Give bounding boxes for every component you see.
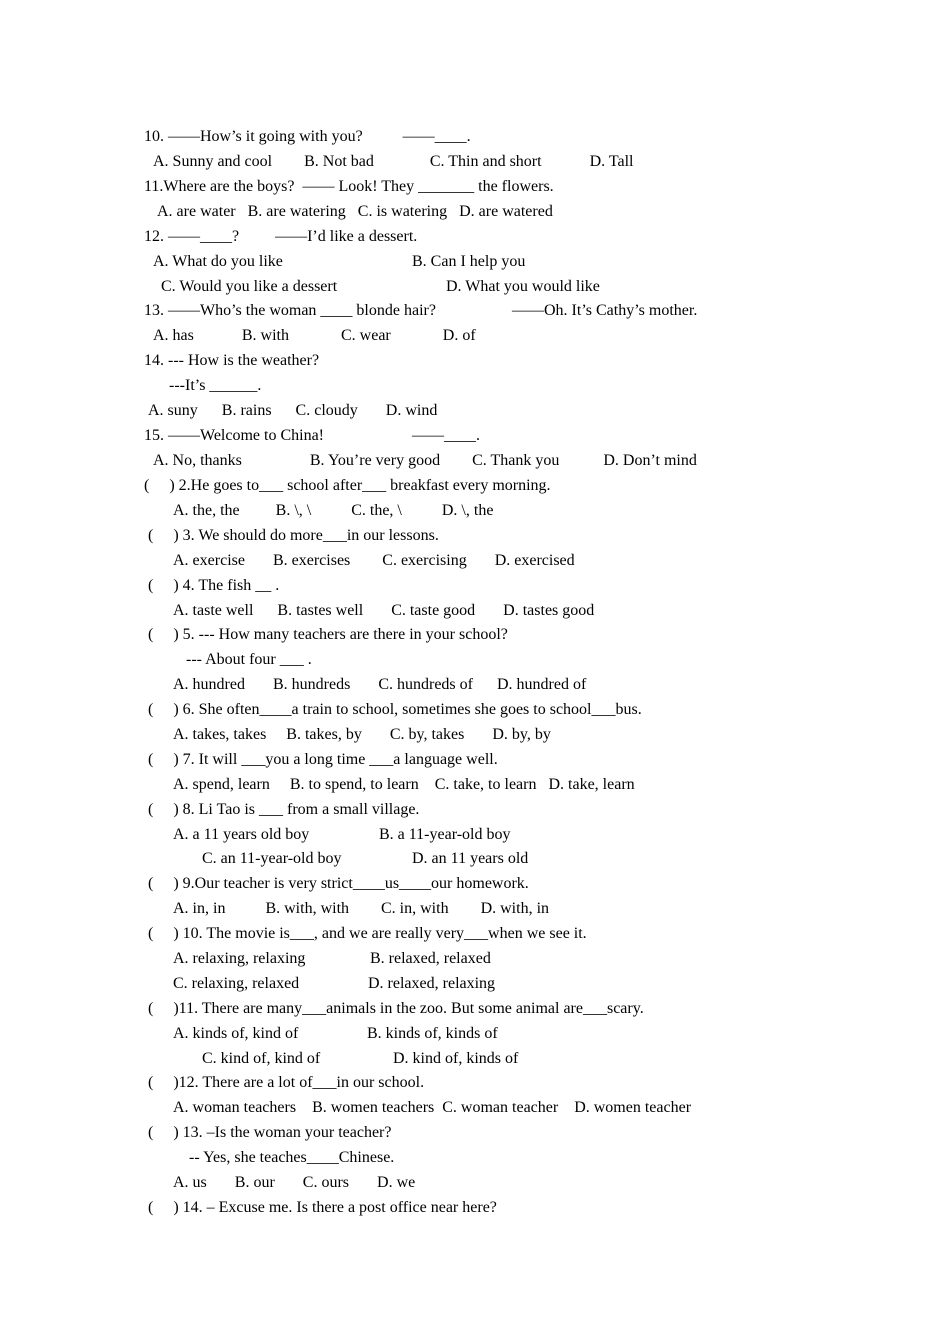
question-12: 12. ——____? ——I’d like a dessert. <box>144 228 418 245</box>
options-2: A. the, the B. \, \ C. the, \ D. \, the <box>173 502 494 519</box>
answer-5: --- About four ___ . <box>186 651 312 668</box>
answer-15: ——____. <box>412 427 480 444</box>
option-12d: D. What you would like <box>446 278 600 295</box>
item-8: ( ) 8. Li Tao is ___ from a small village. <box>148 801 420 818</box>
item-3: ( ) 3. We should do more___in our lessons. <box>148 527 439 544</box>
answer-13b: -- Yes, she teaches____Chinese. <box>189 1149 395 1166</box>
item-10: ( ) 10. The movie is___, and we are really very___when we see it. <box>148 925 587 942</box>
option-12c: C. Would you like a dessert <box>161 278 338 295</box>
question-13: 13. ——Who’s the woman ____ blonde hair? <box>144 302 436 319</box>
option-10b: B. relaxed, relaxed <box>370 950 491 967</box>
options-13b: A. us B. our C. ours D. we <box>173 1174 416 1191</box>
item-9: ( ) 9.Our teacher is very strict____us____our homework. <box>148 875 529 892</box>
item-5: ( ) 5. --- How many teachers are there in your school? <box>148 626 508 643</box>
option-12b: B. Can I help you <box>412 253 526 270</box>
option-8d: D. an 11 years old <box>412 850 529 867</box>
option-11d: D. kind of, kinds of <box>393 1050 519 1067</box>
question-15: 15. ——Welcome to China! <box>144 427 325 444</box>
option-10d: D. relaxed, relaxing <box>368 975 496 992</box>
item-14: ( ) 14. – Excuse me. Is there a post office near here? <box>148 1199 497 1216</box>
option-11b: B. kinds of, kinds of <box>367 1025 498 1042</box>
question-14: 14. --- How is the weather? <box>144 352 320 369</box>
answer-14: ---It’s ______. <box>169 377 262 394</box>
option-8c: C. an 11-year-old boy <box>202 850 342 867</box>
options-10: A. Sunny and cool B. Not bad C. Thin and short D. Tall <box>153 153 634 170</box>
options-11: A. are water B. are watering C. is watering D. are watered <box>157 203 553 220</box>
option-8a: A. a 11 years old boy <box>173 826 310 843</box>
options-5: A. hundred B. hundreds C. hundreds of D. hundred of <box>173 676 587 693</box>
option-11a: A. kinds of, kind of <box>173 1025 299 1042</box>
option-10a: A. relaxing, relaxing <box>173 950 306 967</box>
question-10: 10. ——How’s it going with you? ——____. <box>144 128 471 145</box>
options-3: A. exercise B. exercises C. exercising D. exercised <box>173 552 575 569</box>
item-12: ( )12. There are a lot of___in our school. <box>148 1074 425 1091</box>
option-12a: A. What do you like <box>153 253 283 270</box>
item-11: ( )11. There are many___animals in the zoo. But some animal are___scary. <box>148 1000 644 1017</box>
item-6: ( ) 6. She often____a train to school, sometimes she goes to school___bus. <box>148 701 642 718</box>
options-14: A. suny B. rains C. cloudy D. wind <box>148 402 438 419</box>
option-10c: C. relaxing, relaxed <box>173 975 300 992</box>
options-12: A. woman teachers B. women teachers C. woman teacher D. women teacher <box>173 1099 692 1116</box>
options-15: A. No, thanks B. You’re very good C. Thank you D. Don’t mind <box>153 452 697 469</box>
answer-13: ——Oh. It’s Cathy’s mother. <box>512 302 698 319</box>
options-4: A. taste well B. tastes well C. taste good D. tastes good <box>173 602 595 619</box>
option-8b: B. a 11-year-old boy <box>379 826 511 843</box>
options-6: A. takes, takes B. takes, by C. by, takes D. by, by <box>173 726 551 743</box>
question-11: 11.Where are the boys? —— Look! They _______ the flowers. <box>144 178 554 195</box>
options-13: A. has B. with C. wear D. of <box>153 327 476 344</box>
options-9: A. in, in B. with, with C. in, with D. with, in <box>173 900 550 917</box>
item-4: ( ) 4. The fish __ . <box>148 577 280 594</box>
option-11c: C. kind of, kind of <box>202 1050 321 1067</box>
item-7: ( ) 7. It will ___you a long time ___a language well. <box>148 751 498 768</box>
item-2: ( ) 2.He goes to___ school after___ breakfast every morning. <box>144 477 551 494</box>
options-7: A. spend, learn B. to spend, to learn C. take, to learn D. take, learn <box>173 776 635 793</box>
item-13: ( ) 13. –Is the woman your teacher? <box>148 1124 392 1141</box>
